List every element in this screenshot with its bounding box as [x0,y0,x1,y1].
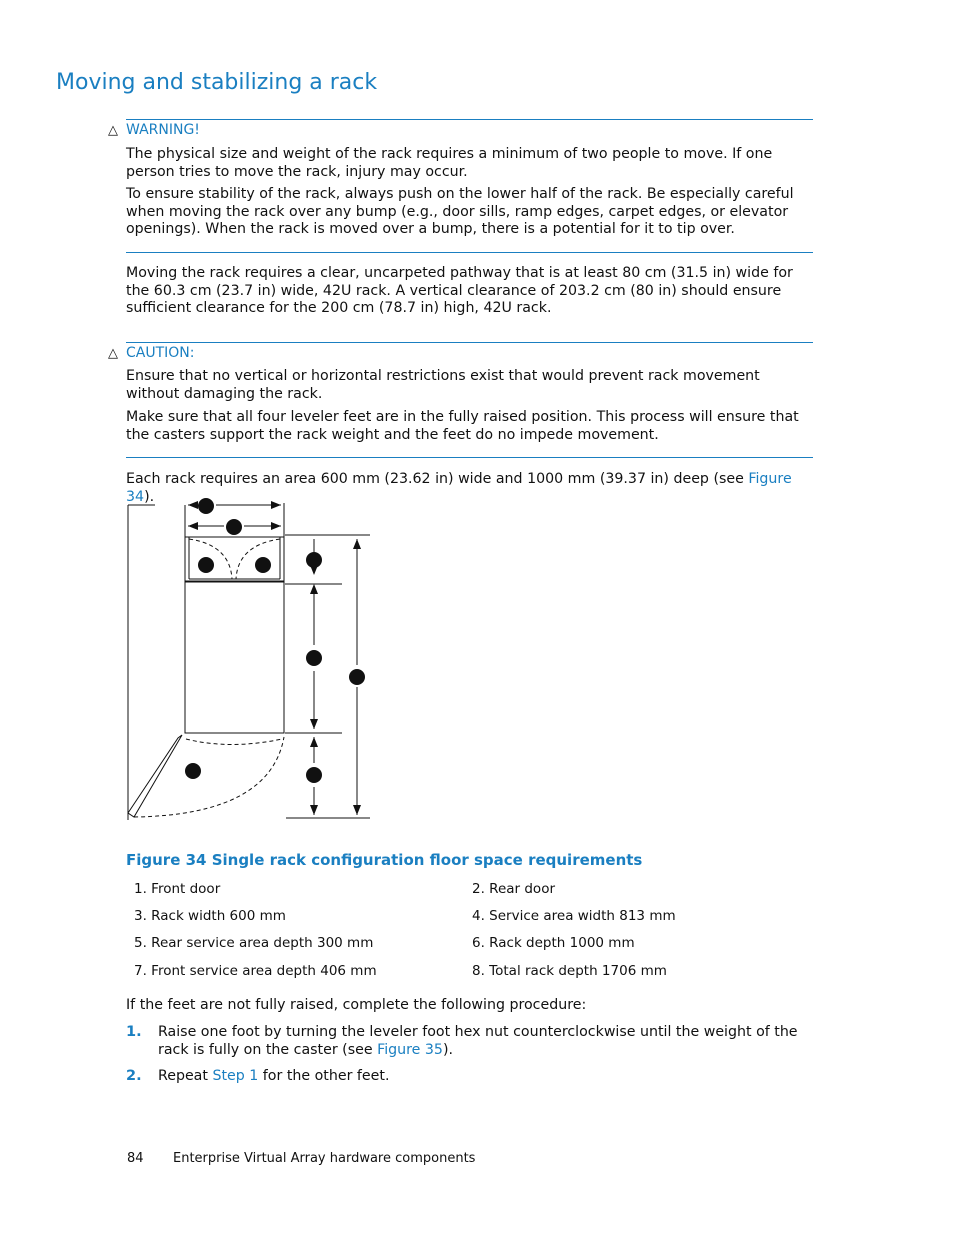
step-2-text [158,1068,804,1086]
step-1-link[interactable]: Step 1 [212,1068,259,1084]
legend-item-8: 8. Total rack depth 1706 mm [472,963,667,979]
callout-dot-rear-door-left [198,557,214,573]
callout-dot-front-door [185,763,201,779]
step-1-text [158,1024,804,1059]
callout-dot-front-service-depth [306,767,322,783]
callout-dot-service-width [198,498,214,514]
front-door-shape [128,735,182,817]
legend-item-7: 7. Front service area depth 406 mm [134,963,377,979]
callout-dot-rear-service-depth [306,552,322,568]
caution-heading [108,345,195,361]
front-door-arc-top [186,739,282,745]
callout-dot-rack-width [226,519,242,535]
area-text-prefix: Each rack requires an area 600 mm (23.62 in) wide and 1000 mm (39.37 in) deep (see [126,471,749,487]
caution-label: CAUTION: [126,345,195,361]
front-door-swing [134,737,284,817]
step-1-suffix: ). [442,1041,453,1058]
callout-dot-total-depth [349,669,365,685]
warning-bottom-rule [126,252,813,253]
warning-paragraph-1: The physical size and weight of the rack requires a minimum of two people to move. If one person tries to move the rack, injury may occur. [126,146,773,180]
step-2-prefix: Repeat [158,1068,213,1084]
footer-section-title: Enterprise Virtual Array hardware components [173,1151,476,1166]
legend-item-1: 1. Front door [134,881,221,897]
caution-triangle-icon: △ [108,345,118,361]
footer-page-number: 84 [127,1151,144,1166]
legend-item-5: 5. Rear service area depth 300 mm [134,935,374,951]
legend-item-6: 6. Rack depth 1000 mm [472,935,635,951]
step-1-number: 1. [126,1024,142,1040]
legend-item-4: 4. Service area width 813 mm [472,908,676,924]
page-title: Moving and stabilizing a rack [56,70,378,95]
caution-paragraph-1: Ensure that no vertical or horizontal restrictions exist that would prevent rack movement without damaging the rack. [126,368,760,402]
legend-item-3: 3. Rack width 600 mm [134,908,286,924]
warning-top-rule [126,119,813,120]
warning-paragraph-2: To ensure stability of the rack, always push on the lower half of the rack. Be especially careful when moving the rack over any bump (e.g., door sills, ramp edges, carpet edges, or elevator openings). When the rack is moved over a bump, there is a potential for it to tip over. [126,186,794,237]
figure-35-link[interactable]: Figure 35 [377,1041,443,1058]
area-text-suffix: ). [144,488,155,505]
caution-bottom-rule [126,457,813,458]
warning-heading [108,122,200,138]
caution-paragraph-2: Make sure that all four leveler feet are in the fully raised position. This process will ensure that the casters support the rack weight and the feet do no impede movement. [126,409,799,443]
legend-item-2: 2. Rear door [472,881,556,897]
figure-34-link[interactable]: Figure 34 [126,471,792,505]
warning-label: WARNING! [126,122,200,138]
rack-body [185,582,284,733]
rack-floor-space-diagram [120,495,380,830]
callout-dot-rack-depth [306,650,322,666]
pathway-paragraph: Moving the rack requires a clear, uncarpeted pathway that is at least 80 cm (31.5 in) wide for the 60.3 cm (23.7 in) wide, 42U rack. A vertical clearance of 203.2 cm (80 in) should ensure sufficient clearance for the 200 cm (78.7 in) high, 42U rack. [126,265,793,316]
figure-caption: Figure 34 Single rack configuration floor space requirements [126,851,643,869]
step-2-suffix: for the other feet. [258,1068,390,1084]
callout-dot-rear-door-right [255,557,271,573]
caution-top-rule [126,342,813,343]
step-2-number: 2. [126,1068,142,1084]
warning-triangle-icon: △ [108,122,118,138]
rear-service-area [185,537,284,581]
procedure-intro: If the feet are not fully raised, complete the following procedure: [126,997,587,1013]
step-1-prefix: Raise one foot by turning the leveler foot hex nut counterclockwise until the weight of the rack is fully on the caster (see [158,1024,798,1058]
